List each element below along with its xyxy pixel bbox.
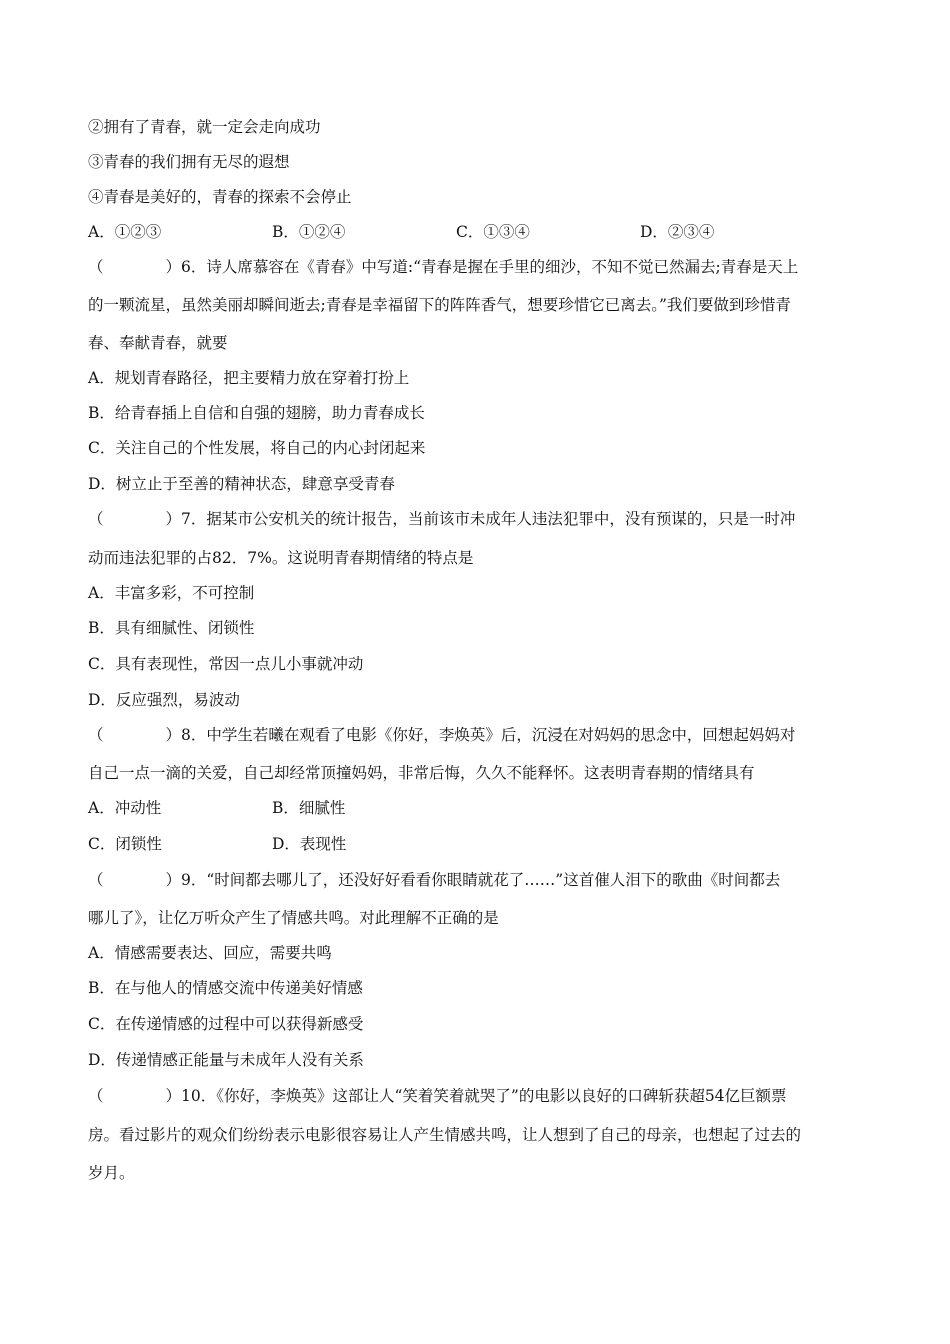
q8-stem-line-1: （ ）8．中学生若曦在观看了电影《你好，李焕英》后，沉浸在对妈妈的思念中，回想起妈妈对 [88, 726, 796, 744]
q6-option-d: D．树立止于至善的精神状态，肆意享受青春 [88, 475, 395, 493]
q9-stem-line-1: （ ）9．“时间都去哪儿了，还没好好看看你眼睛就花了……”这首催人泪下的歌曲《时间都去 [88, 871, 781, 889]
q6-option-a: A．规划青春路径，把主要精力放在穿着打扮上 [88, 369, 410, 387]
q6-option-b: B．给青春插上自信和自强的翅膀，助力青春成长 [88, 404, 425, 422]
q8-option-d: D．表现性 [272, 835, 347, 853]
q8-stem-line-2: 自己一点一滴的关爱，自己却经常顶撞妈妈，非常后悔，久久不能释怀。这表明青春期的情绪具有 [88, 764, 755, 782]
q8-option-b: B．细腻性 [272, 799, 346, 817]
q7-option-b: B．具有细腻性、闭锁性 [88, 619, 255, 637]
q5-option-a: A．①②③ [88, 223, 162, 241]
q7-option-d: D．反应强烈，易波动 [88, 691, 240, 709]
q6-option-c: C．关注自己的个性发展，将自己的内心封闭起来 [88, 439, 426, 457]
q5-option-d: D．②③④ [640, 223, 715, 241]
q9-option-b: B．在与他人的情感交流中传递美好情感 [88, 979, 363, 997]
q5-item-2: ②拥有了青春，就一定会走向成功 [88, 118, 321, 136]
q8-option-c: C．闭锁性 [88, 835, 162, 853]
q9-option-c: C．在传递情感的过程中可以获得新感受 [88, 1015, 364, 1033]
q7-option-a: A．丰富多彩，不可控制 [88, 584, 255, 602]
q6-stem-line-1: （ ）6．诗人席慕容在《青春》中写道:“青春是握在手里的细沙，不知不觉已然漏去;青春是天上 [88, 258, 799, 276]
q10-stem-line-3: 岁月。 [88, 1164, 135, 1182]
q9-option-d: D．传递情感正能量与未成年人没有关系 [88, 1051, 364, 1069]
q5-item-3: ③青春的我们拥有无尽的遐想 [88, 153, 290, 171]
q7-stem-line-2: 动而违法犯罪的占82．7%。这说明青春期情绪的特点是 [88, 549, 474, 567]
q10-stem-line-2: 房。看过影片的观众们纷纷表示电影很容易让人产生情感共鸣，让人想到了自己的母亲，也想起了过去的 [88, 1126, 802, 1144]
q10-stem-line-1: （ ）10．《你好，李焕英》这部让人“笑着笑着就哭了”的电影以良好的口碑斩获超54亿巨额票 [88, 1087, 787, 1105]
q7-stem-line-1: （ ）7．据某市公安机关的统计报告，当前该市未成年人违法犯罪中，没有预谋的，只是一时冲 [88, 510, 796, 528]
q5-option-b: B．①②④ [272, 223, 346, 241]
q7-option-c: C．具有表现性，常因一点儿小事就冲动 [88, 655, 364, 673]
q9-option-a: A．情感需要表达、回应，需要共鸣 [88, 944, 332, 962]
q6-stem-line-3: 春、奉献青春，就要 [88, 334, 228, 352]
q6-stem-line-2: 的一颗流星，虽然美丽却瞬间逝去;青春是幸福留下的阵阵香气，想要珍惜它已离去。”我们要做到珍惜青 [88, 296, 791, 314]
q9-stem-line-2: 哪儿了》，让亿万听众产生了情感共鸣。对此理解不正确的是 [88, 909, 499, 927]
q8-option-a: A．冲动性 [88, 799, 162, 817]
q5-option-c: C．①③④ [456, 223, 530, 241]
q5-item-4: ④青春是美好的，青春的探索不会停止 [88, 188, 352, 206]
